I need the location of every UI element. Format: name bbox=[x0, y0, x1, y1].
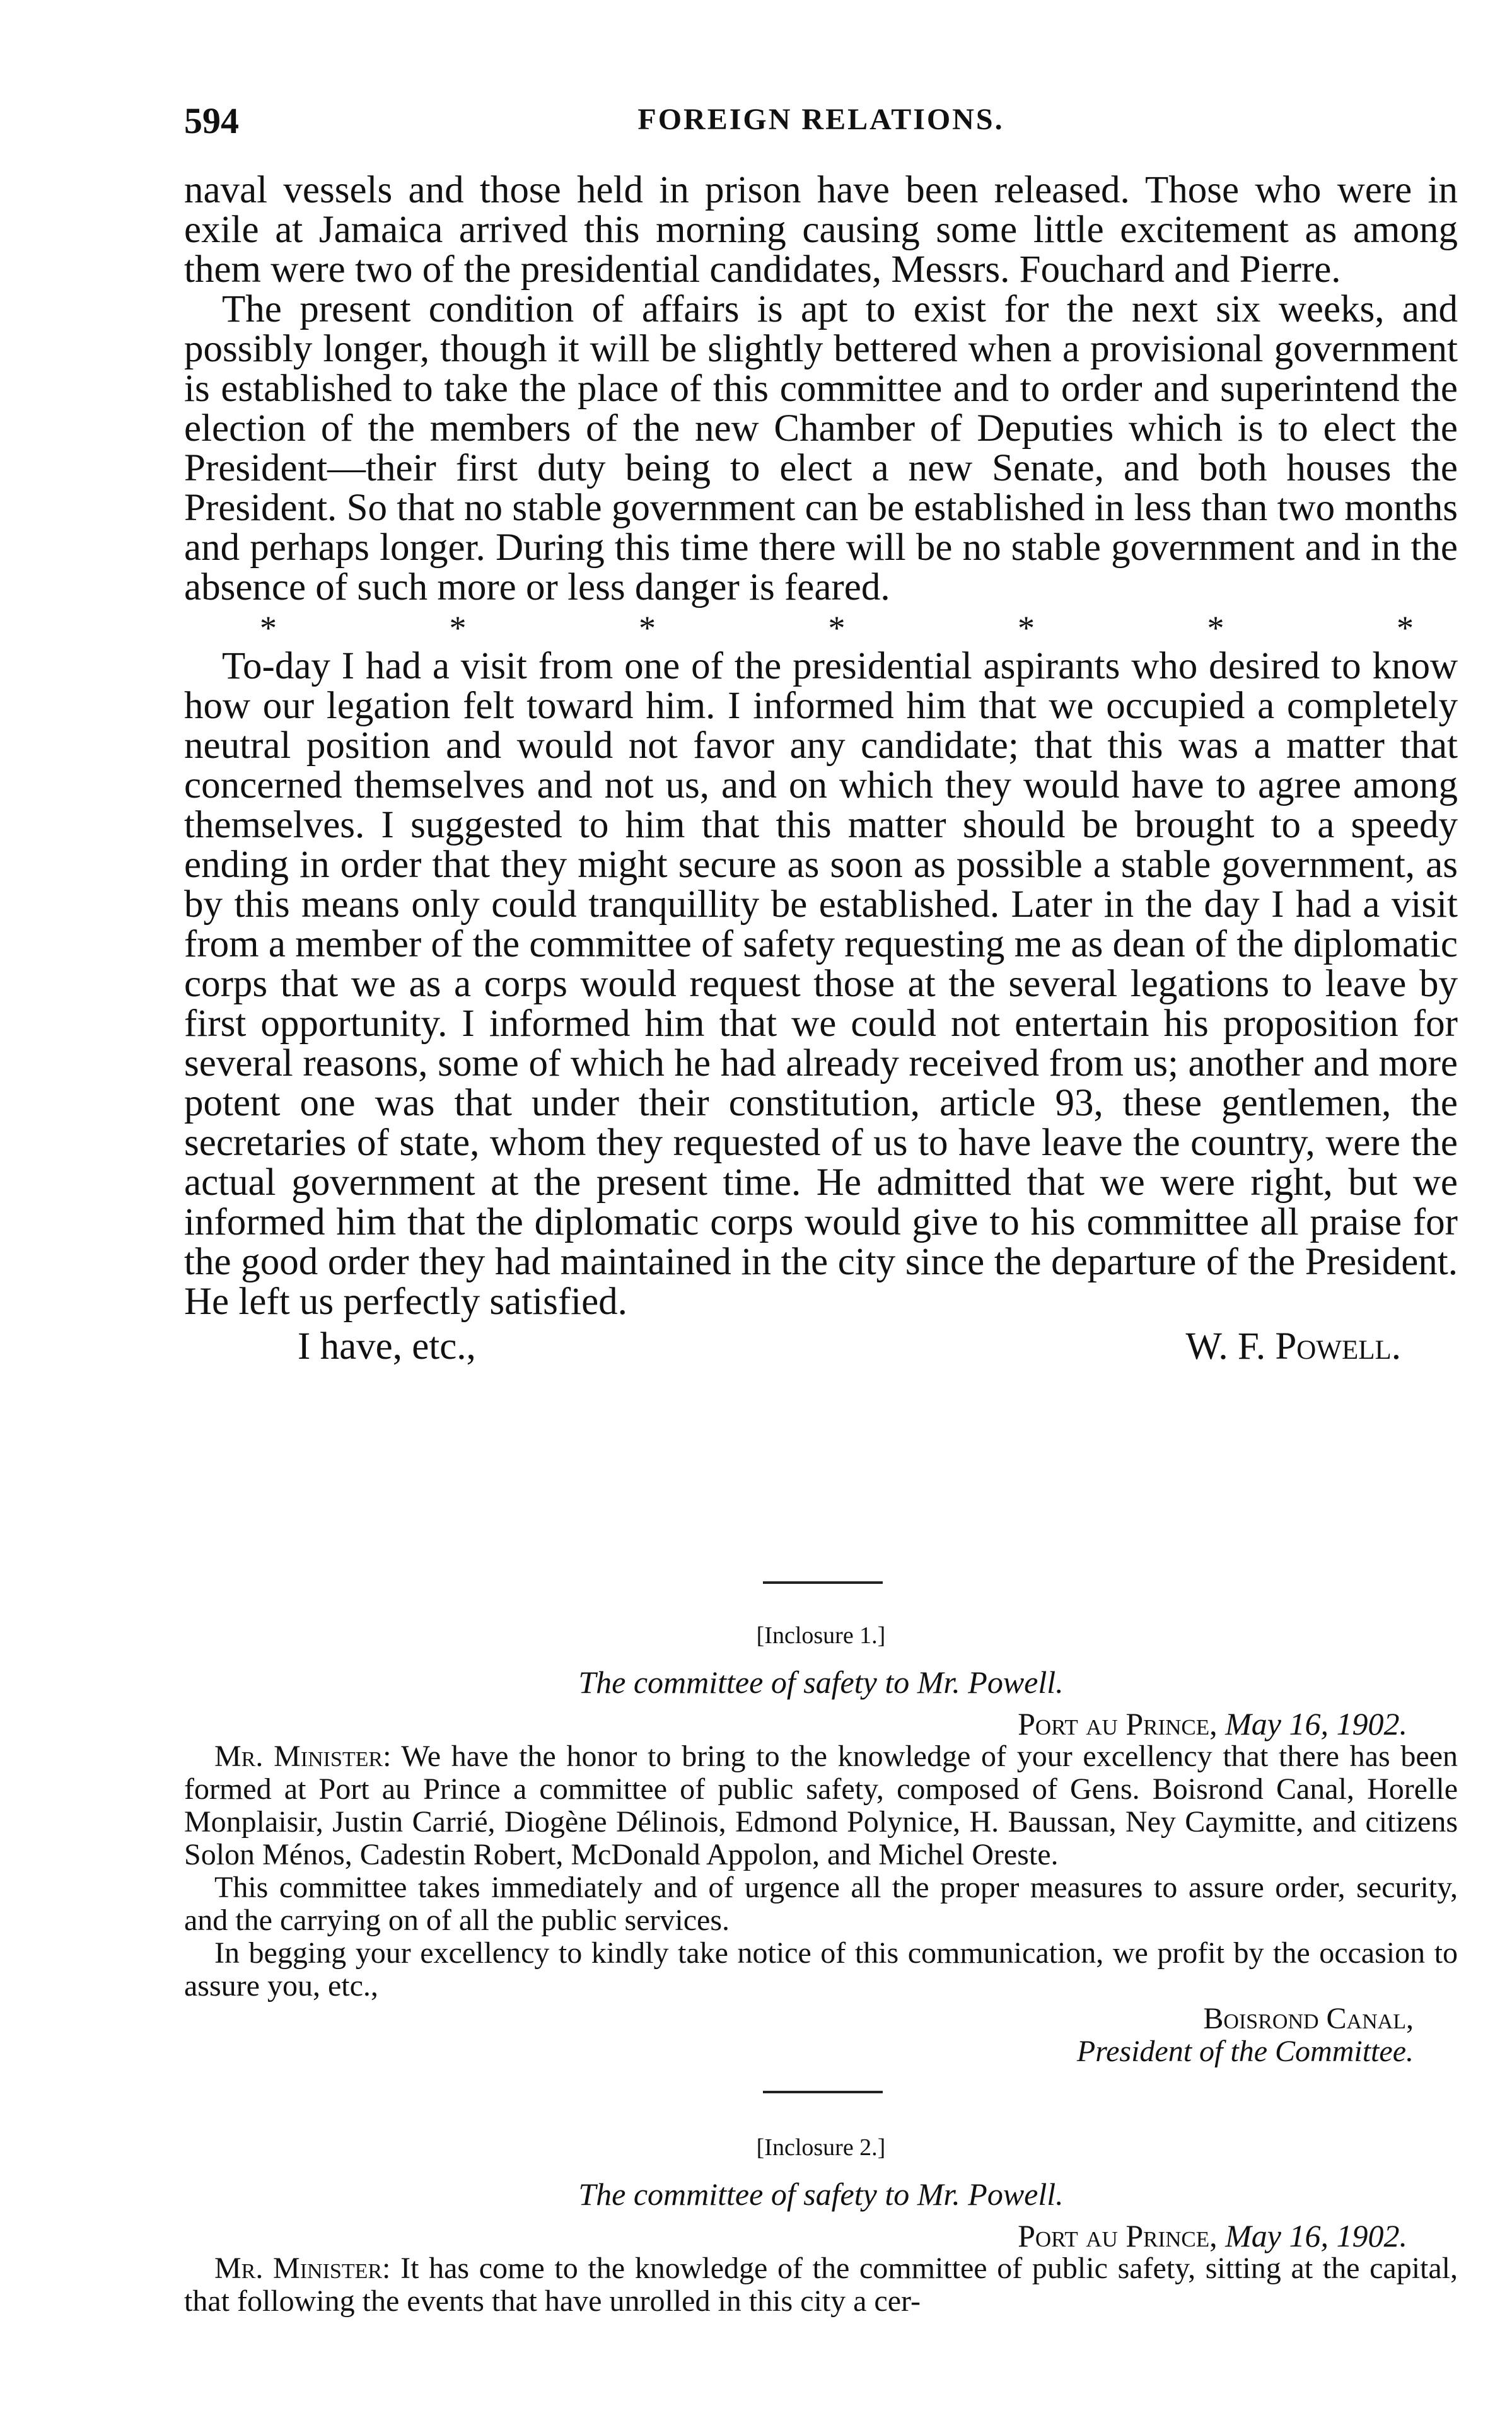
paragraph-text: We have the honor to bring to the knowledge of your excellency that there has been formed at Port au Prince a committee of public safety, composed of Gens. Boisrond Canal, Horelle Monplaisir, Justin Carrié, Diogène Délinois, Edmond Polynice, H. Baussan, Ney Caymitte, and citizens Solon Ménos, Cadestin Robert, McDonald Appolon, and Michel Oreste. bbox=[184, 1740, 1458, 1871]
enclosure-signature: Boisrond Canal, bbox=[1203, 2002, 1414, 2035]
salutation: Mr. Minister: bbox=[214, 2252, 391, 2285]
page-number: 594 bbox=[184, 100, 239, 141]
star: * bbox=[1207, 609, 1224, 647]
letter-closing bbox=[184, 1327, 1458, 1377]
signature: W. F. Powell. bbox=[1185, 1325, 1401, 1368]
enclosure-signature-title: President of the Committee. bbox=[1076, 2035, 1414, 2068]
enclosure-label: [Inclosure 2.] bbox=[756, 2134, 886, 2161]
main-text bbox=[184, 170, 1458, 1377]
dateline bbox=[184, 1707, 1458, 1740]
ellipsis-stars bbox=[184, 611, 1458, 645]
section-divider bbox=[763, 2091, 883, 2093]
dateline-place: Port au Prince, bbox=[1018, 1706, 1218, 1741]
star: * bbox=[1397, 609, 1414, 647]
star: * bbox=[639, 609, 656, 647]
star: * bbox=[260, 609, 277, 647]
enclosure-paragraph-3: In begging your excellency to kindly take notice of this communication, we profit by the occasion to assure you, etc., bbox=[184, 1936, 1458, 2003]
enclosure-title: The committee of safety to Mr. Powell. bbox=[578, 2177, 1064, 2212]
salutation: Mr. Minister: bbox=[214, 1740, 392, 1773]
star: * bbox=[828, 609, 846, 647]
paragraph-text: It has come to the knowledge of the committee of public safety, sitting at the capital, that following the events that have unrolled in this city a cer- bbox=[184, 2252, 1458, 2318]
enclosure-1 bbox=[184, 1619, 1458, 2068]
paragraph-1: naval vessels and those held in prison have been released. Those who were in exile at Jamaica arrived this morning causing some little excitement as among them were two of the presidential candidates, Messrs. Fouchard and Pierre. bbox=[184, 169, 1458, 291]
enclosure-paragraph-2: This committee takes immediately and of urgence all the proper measures to assure order, security, and the carrying on of all the public services. bbox=[184, 1871, 1458, 1937]
running-head: FOREIGN RELATIONS. bbox=[637, 103, 1004, 136]
dateline-place: Port au Prince, bbox=[1018, 2218, 1218, 2253]
paragraph-2: The present condition of affairs is apt to exist for the next six weeks, and possibly longer, though it will be slightly bettered when a provisional government is established to take the place of this committee and to order and superintend the election of the members of the new Chamber of Deputies which is to elect the President—their first duty being to elect a new Senate, and both houses the President. So that no stable government can be established in less than two months and perhaps longer. During this time there will be no stable government and in the absence of such more or less danger is feared. bbox=[184, 288, 1458, 608]
enclosure-title: The committee of safety to Mr. Powell. bbox=[578, 1665, 1064, 1700]
enclosure-2 bbox=[184, 2131, 1458, 2318]
section-divider bbox=[763, 1581, 883, 1584]
page-header bbox=[184, 100, 1458, 150]
enclosure-paragraph-1 bbox=[184, 1740, 1458, 1871]
star: * bbox=[1018, 609, 1035, 647]
enclosure-paragraph-1 bbox=[184, 2252, 1458, 2318]
dateline bbox=[184, 2219, 1458, 2252]
closing-phrase: I have, etc., bbox=[298, 1325, 476, 1368]
paragraph-3: To-day I had a visit from one of the presidential aspirants who desired to know how our legation felt toward him. I informed him that we occupied a completely neutral position and would not favor any candidate; that this was a matter that concerned themselves and not us, and on which they would have to agree among themselves. I suggested to him that this matter should be brought to a speedy ending in order that they might secure as soon as possible a stable government, as by this means only could tranquillity be established. Later in the day I had a visit from a member of the committee of safety requesting me as dean of the diplomatic corps that we as a corps would request those at the several legations to leave by first opportunity. I informed him that we could not entertain his proposition for several reasons, some of which he had already received from us; another and more potent one was that under their constitution, article 93, these gentlemen, the secretaries of state, whom they requested of us to have leave the country, were the actual government at the present time. He admitted that we were right, but we informed him that the diplomatic corps would give to his committee all praise for the good order they had maintained in the city since the departure of the President. He left us perfectly satisfied. bbox=[184, 645, 1458, 1323]
star: * bbox=[449, 609, 467, 647]
dateline-date: May 16, 1902. bbox=[1225, 1706, 1407, 1741]
dateline-date: May 16, 1902. bbox=[1225, 2218, 1407, 2253]
enclosure-label: [Inclosure 1.] bbox=[756, 1622, 886, 1649]
